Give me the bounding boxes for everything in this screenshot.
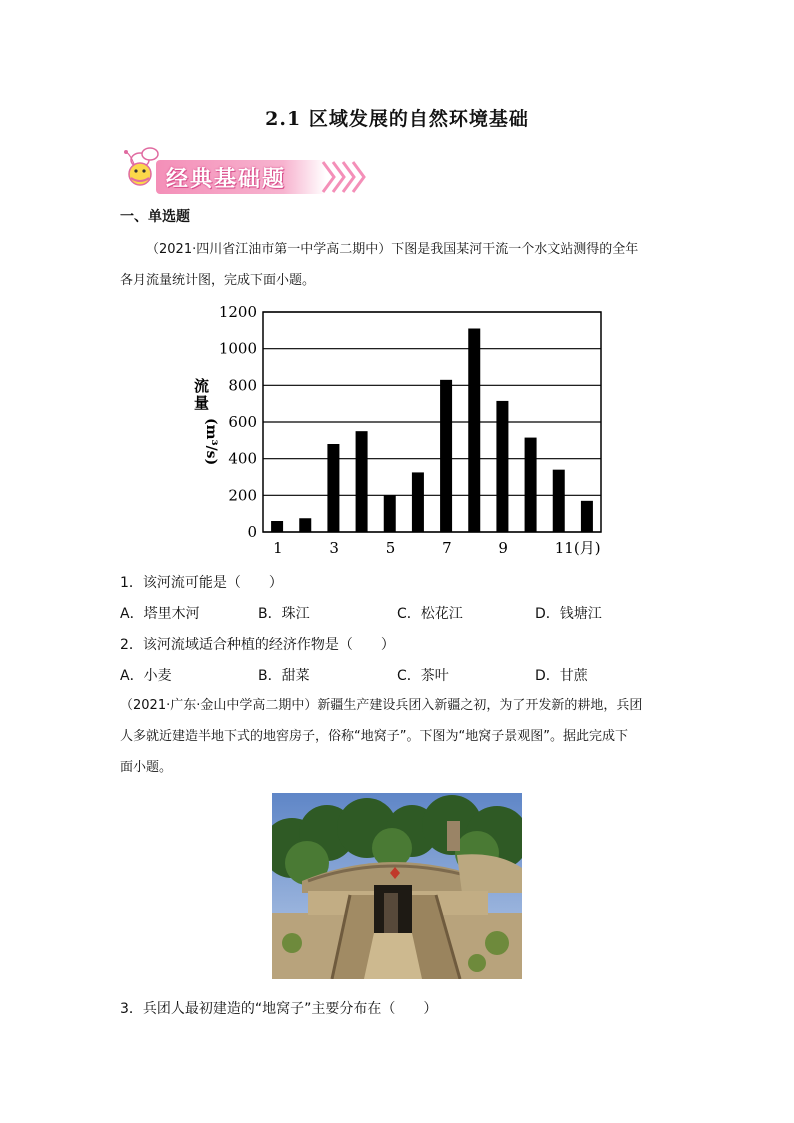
y-tick-label: 400 xyxy=(228,449,257,468)
bar-month-5 xyxy=(384,495,396,532)
q2-option-c[interactable]: C．茶叶 xyxy=(397,668,449,684)
question-1: 1．该河流可能是（ ） xyxy=(120,575,283,591)
river-flow-chart xyxy=(185,300,615,565)
q1-option-c[interactable]: C．松花江 xyxy=(397,606,463,622)
y-tick-label: 600 xyxy=(228,413,257,431)
bar-month-1 xyxy=(271,521,283,532)
y-tick-label: 1000 xyxy=(218,339,257,358)
chart-bars xyxy=(271,329,593,533)
q2-option-d[interactable]: D．甘蔗 xyxy=(535,668,588,684)
y-tick-label: 1200 xyxy=(218,303,257,321)
x-tick-label: 9 xyxy=(498,539,508,557)
q1-option-a[interactable]: A．塔里木河 xyxy=(120,606,200,622)
y-tick-label: 800 xyxy=(228,376,257,395)
banner-label: 经典基础题 xyxy=(166,167,287,192)
q2-option-b[interactable]: B．甜菜 xyxy=(258,668,310,684)
intro-paragraph-1 xyxy=(120,234,680,296)
bar-month-4 xyxy=(356,431,368,532)
bar-month-11 xyxy=(553,470,565,532)
intro1-line1: （2021·四川省江油市第一中学高二期中）下图是我国某河干流一个水文站测得的全年 xyxy=(146,242,639,257)
question-3: 3．兵团人最初建造的“地窝子”主要分布在（ ） xyxy=(120,1001,438,1017)
y-tick-label: 200 xyxy=(228,486,257,505)
q1-option-b[interactable]: B．珠江 xyxy=(258,606,310,622)
chart-ylabel-unit: (m³/s) xyxy=(203,418,219,466)
bar-month-7 xyxy=(440,380,452,532)
diwozi-photo xyxy=(272,793,522,979)
bar-month-6 xyxy=(412,472,424,532)
question-2: 2．该河流域适合种植的经济作物是（ ） xyxy=(120,637,395,653)
intro2-line3: 面小题。 xyxy=(120,760,173,775)
x-tick-label: 11(月) xyxy=(554,539,601,557)
q1-option-d[interactable]: D．钱塘江 xyxy=(535,606,602,622)
y-tick-label: 0 xyxy=(247,523,257,541)
x-tick-label: 7 xyxy=(442,539,452,557)
page-title: 2.1 区域发展的自然环境基础 xyxy=(265,108,529,130)
section-heading: 一、单选题 xyxy=(120,209,190,225)
intro-paragraph-2 xyxy=(120,690,680,783)
bar-month-9 xyxy=(496,401,508,532)
chart-y-ticks xyxy=(219,303,257,541)
section-banner xyxy=(118,140,378,198)
x-tick-label: 5 xyxy=(385,539,396,557)
chart-x-ticks xyxy=(273,539,600,557)
x-tick-label: 3 xyxy=(329,539,339,557)
q2-option-a[interactable]: A．小麦 xyxy=(120,668,172,684)
chart-ylabel-top: 流量 xyxy=(192,378,210,412)
bar-month-10 xyxy=(525,438,537,532)
bar-month-8 xyxy=(468,329,480,533)
intro2-line2: 人多就近建造半地下式的地窖房子，俗称“地窝子”。下图为“地窝子景观图”。据此完成下 xyxy=(120,729,628,744)
bar-month-2 xyxy=(299,518,311,532)
x-tick-label: 1 xyxy=(273,539,283,557)
intro2-line1: （2021·广东·金山中学高二期中）新疆生产建设兵团入新疆之初，为了开发新的耕地，兵团 xyxy=(120,698,643,713)
chart-gridlines xyxy=(263,312,601,532)
bar-month-3 xyxy=(327,444,339,532)
bar-month-12 xyxy=(581,501,593,532)
intro1-line2: 各月流量统计图，完成下面小题。 xyxy=(120,273,316,288)
